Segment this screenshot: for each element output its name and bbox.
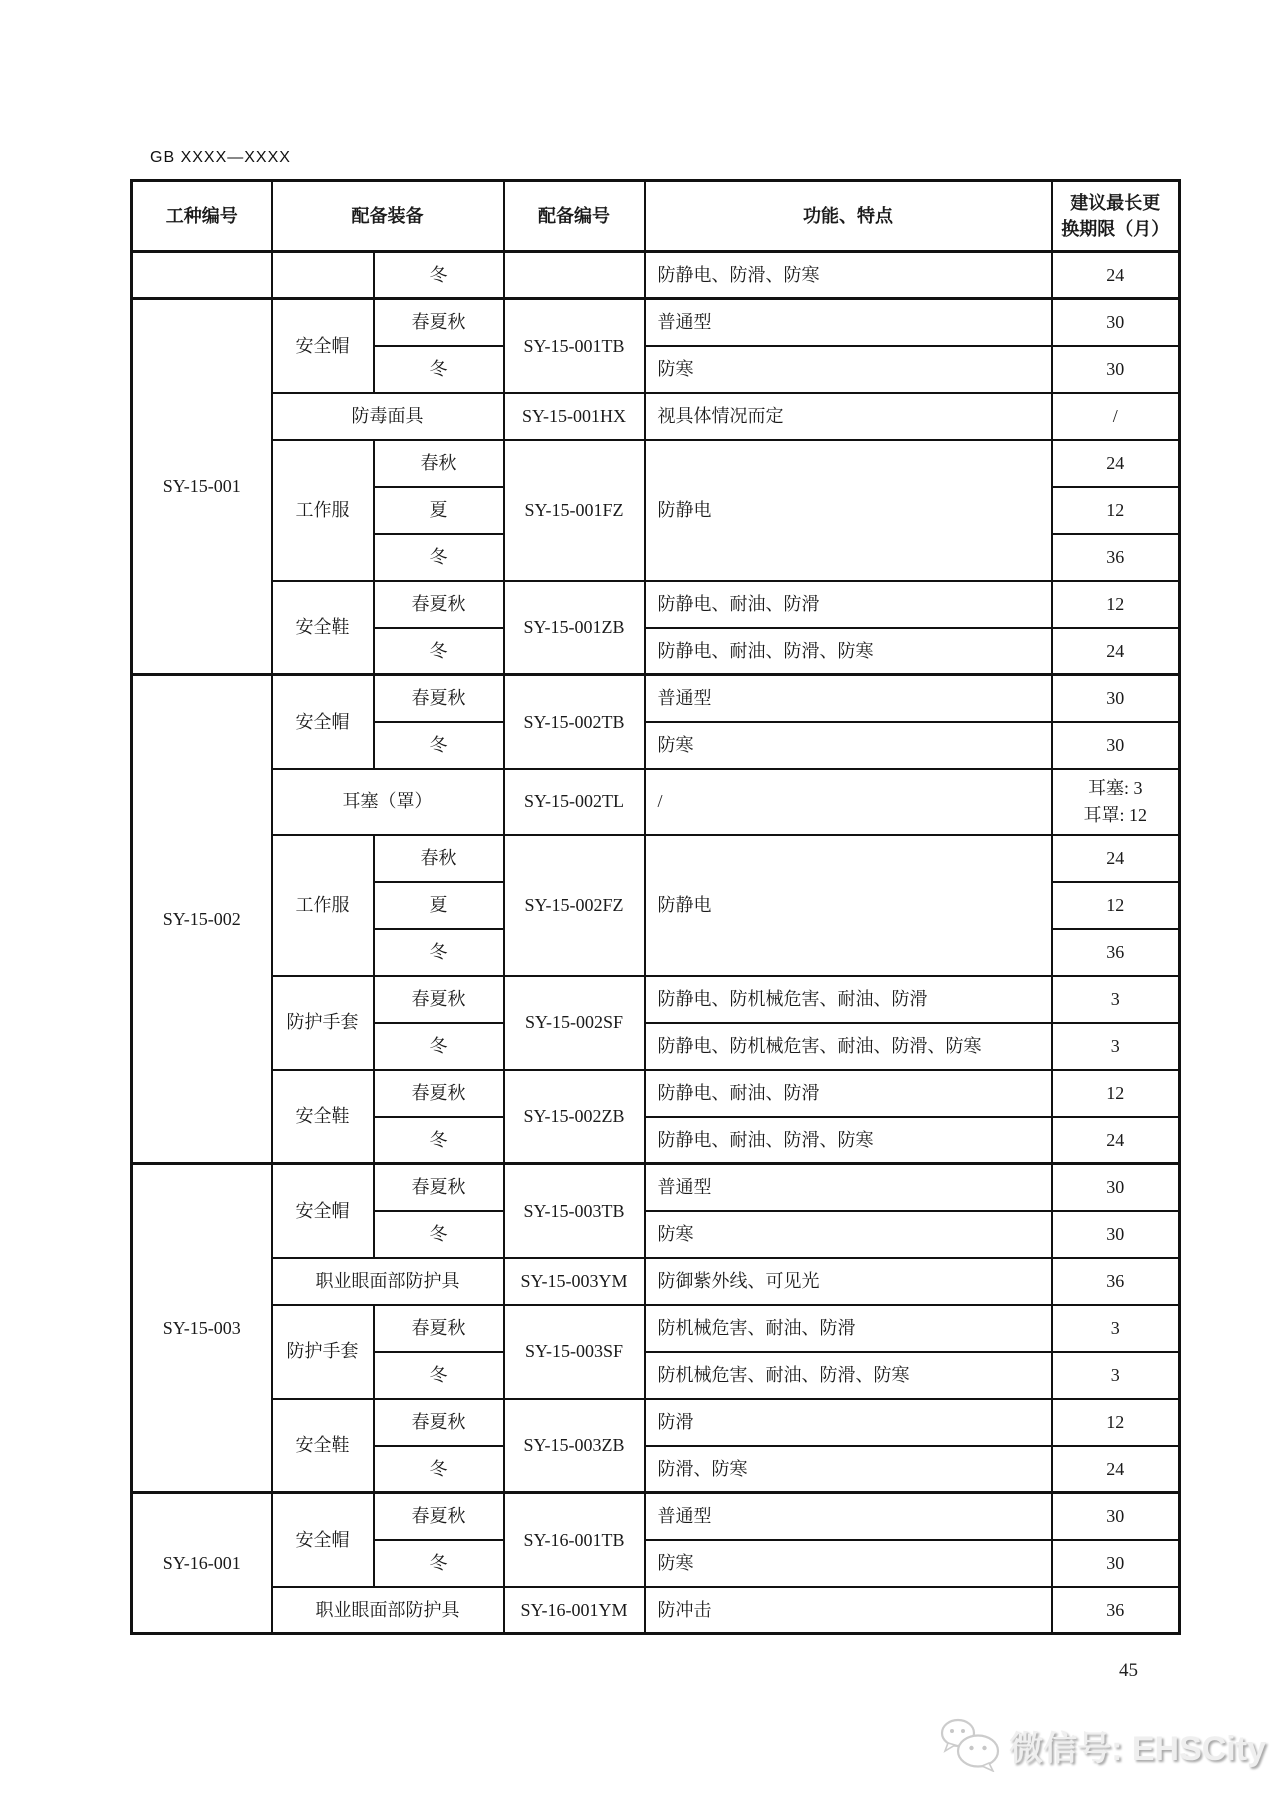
header-cell: 配备编号 — [504, 181, 645, 252]
table-cell: 安全帽 — [272, 1493, 374, 1587]
table-row — [132, 1164, 1180, 1211]
table-cell: 春夏秋 — [374, 299, 504, 346]
table-cell: 冬 — [374, 346, 504, 393]
table-cell: 工作服 — [272, 440, 374, 581]
table-cell: 冬 — [374, 722, 504, 769]
table-cell: SY-15-003ZB — [504, 1399, 645, 1493]
table-cell: 冬 — [374, 1446, 504, 1493]
table-cell: 防机械危害、耐油、防滑、防寒 — [645, 1352, 1052, 1399]
table-row — [132, 976, 1180, 1023]
header-cell: 功能、特点 — [645, 181, 1052, 252]
table-cell: SY-15-002TL — [504, 769, 645, 835]
table-cell: 防静电、耐油、防滑 — [645, 1070, 1052, 1117]
doc-code: GB XXXX—XXXX — [150, 149, 291, 166]
table-cell: SY-15-001HX — [504, 393, 645, 440]
table-row — [132, 1070, 1180, 1117]
table-cell: 冬 — [374, 252, 504, 299]
table-cell: SY-15-003 — [132, 1164, 272, 1493]
table-cell: SY-15-001TB — [504, 299, 645, 393]
table-cell: 冬 — [374, 628, 504, 675]
table-cell — [272, 252, 374, 299]
table-cell: 防静电 — [645, 440, 1052, 581]
table-cell: 防静电、防滑、防寒 — [645, 252, 1052, 299]
table-cell: 12 — [1052, 1399, 1180, 1446]
table-cell: 春夏秋 — [374, 1164, 504, 1211]
table-cell: / — [1052, 393, 1180, 440]
cell-line: 建议最长更 — [1070, 192, 1161, 213]
table-cell: 3 — [1052, 976, 1180, 1023]
table-cell: 36 — [1052, 1258, 1180, 1305]
table-cell: 冬 — [374, 1117, 504, 1164]
table-row — [132, 1399, 1180, 1446]
table-cell: 春夏秋 — [374, 1493, 504, 1540]
table-cell: SY-15-001ZB — [504, 581, 645, 675]
table-row — [132, 835, 1180, 882]
table-cell: 30 — [1052, 299, 1180, 346]
wechat-icon — [939, 1718, 1001, 1772]
table-cell: 防寒 — [645, 722, 1052, 769]
table-cell: SY-15-003TB — [504, 1164, 645, 1258]
table-cell: SY-15-002 — [132, 675, 272, 1164]
table-cell: 30 — [1052, 346, 1180, 393]
table-cell: 普通型 — [645, 1164, 1052, 1211]
table-cell: 安全帽 — [272, 1164, 374, 1258]
ppe-table — [130, 179, 1181, 1635]
table-cell: SY-15-002TB — [504, 675, 645, 769]
table-row — [132, 769, 1180, 835]
page-number: 45 — [1119, 1660, 1138, 1681]
table-cell: 夏 — [374, 487, 504, 534]
table-cell: 防寒 — [645, 346, 1052, 393]
table-row — [132, 1587, 1180, 1634]
table-cell: 耳塞（罩） — [272, 769, 504, 835]
table-cell: 24 — [1052, 440, 1180, 487]
cell-line: 耳罩: 12 — [1083, 804, 1147, 825]
header-cell: 工种编号 — [132, 181, 272, 252]
table-cell: 冬 — [374, 1352, 504, 1399]
table-cell: 30 — [1052, 675, 1180, 722]
table-cell: 3 — [1052, 1023, 1180, 1070]
table-cell: 24 — [1052, 1117, 1180, 1164]
table-cell: / — [645, 769, 1052, 835]
table-cell: 安全帽 — [272, 675, 374, 769]
table-cell: SY-15-003YM — [504, 1258, 645, 1305]
cell-line: 耳塞: 3 — [1087, 778, 1143, 799]
table-cell: 安全帽 — [272, 299, 374, 393]
table-cell: 防毒面具 — [272, 393, 504, 440]
table-cell: 职业眼面部防护具 — [272, 1258, 504, 1305]
table-cell: SY-16-001TB — [504, 1493, 645, 1587]
table-row — [132, 252, 1180, 299]
table-row — [132, 581, 1180, 628]
table-cell: 36 — [1052, 1587, 1180, 1634]
table-cell: 30 — [1052, 1493, 1180, 1540]
table-cell: 安全鞋 — [272, 1399, 374, 1493]
table-cell: 24 — [1052, 835, 1180, 882]
table-cell: 安全鞋 — [272, 1070, 374, 1164]
table-cell: 冬 — [374, 1023, 504, 1070]
table-row — [132, 393, 1180, 440]
table-cell: 24 — [1052, 252, 1180, 299]
table-cell: 36 — [1052, 929, 1180, 976]
table-cell: 24 — [1052, 628, 1180, 675]
table-row — [132, 1493, 1180, 1540]
table-cell: 春夏秋 — [374, 976, 504, 1023]
table-cell: 安全鞋 — [272, 581, 374, 675]
header-cell — [1052, 181, 1180, 252]
table-cell: 普通型 — [645, 299, 1052, 346]
table-cell: 防静电、防机械危害、耐油、防滑 — [645, 976, 1052, 1023]
table-cell: 30 — [1052, 1164, 1180, 1211]
table-cell: 夏 — [374, 882, 504, 929]
table-cell — [504, 252, 645, 299]
table-cell: 防寒 — [645, 1211, 1052, 1258]
table-cell — [1052, 769, 1180, 835]
table-cell: 防护手套 — [272, 976, 374, 1070]
table-cell: 工作服 — [272, 835, 374, 976]
table-row — [132, 299, 1180, 346]
table-cell: 防静电、防机械危害、耐油、防滑、防寒 — [645, 1023, 1052, 1070]
table-cell: 冬 — [374, 1211, 504, 1258]
table-cell: 防寒 — [645, 1540, 1052, 1587]
table-cell: 防滑 — [645, 1399, 1052, 1446]
table-cell: 30 — [1052, 1540, 1180, 1587]
table-cell: SY-15-002FZ — [504, 835, 645, 976]
table-cell: 春夏秋 — [374, 1070, 504, 1117]
table-cell: 12 — [1052, 487, 1180, 534]
table-cell: 冬 — [374, 1540, 504, 1587]
table-cell: SY-15-001FZ — [504, 440, 645, 581]
table-cell: 30 — [1052, 722, 1180, 769]
table-cell: 普通型 — [645, 675, 1052, 722]
table-row — [132, 440, 1180, 487]
table-cell: 36 — [1052, 534, 1180, 581]
table-cell: 24 — [1052, 1446, 1180, 1493]
table-cell: 防静电 — [645, 835, 1052, 976]
table-cell: SY-16-001YM — [504, 1587, 645, 1634]
table-cell: 视具体情况而定 — [645, 393, 1052, 440]
table-row — [132, 1258, 1180, 1305]
table-cell — [132, 252, 272, 299]
table-cell: 防静电、耐油、防滑、防寒 — [645, 628, 1052, 675]
table-cell: 30 — [1052, 1211, 1180, 1258]
table-header — [132, 181, 1180, 252]
table-cell: 防冲击 — [645, 1587, 1052, 1634]
watermark — [939, 1718, 1266, 1772]
cell-line: 换期限（月） — [1061, 219, 1170, 239]
table-cell: 春夏秋 — [374, 1399, 504, 1446]
table-cell: 春夏秋 — [374, 675, 504, 722]
table-cell: SY-15-001 — [132, 299, 272, 675]
table-cell: 冬 — [374, 929, 504, 976]
table-cell: 防机械危害、耐油、防滑 — [645, 1305, 1052, 1352]
watermark-text: 微信号: EHSCity — [1009, 1729, 1266, 1768]
table-cell: 普通型 — [645, 1493, 1052, 1540]
table-cell: 12 — [1052, 581, 1180, 628]
table-row — [132, 675, 1180, 722]
table-row — [132, 1305, 1180, 1352]
table-cell: 防静电、耐油、防滑 — [645, 581, 1052, 628]
table-cell: 12 — [1052, 1070, 1180, 1117]
table-cell: 春夏秋 — [374, 1305, 504, 1352]
header-row — [132, 181, 1180, 252]
table-cell: 3 — [1052, 1305, 1180, 1352]
table-cell: 春秋 — [374, 835, 504, 882]
table-cell: SY-16-001 — [132, 1493, 272, 1634]
table-cell: 防御紫外线、可见光 — [645, 1258, 1052, 1305]
table-body — [132, 252, 1180, 1634]
table-cell: 职业眼面部防护具 — [272, 1587, 504, 1634]
table-cell: 3 — [1052, 1352, 1180, 1399]
table-cell: SY-15-002ZB — [504, 1070, 645, 1164]
table-cell: 防滑、防寒 — [645, 1446, 1052, 1493]
table-cell: SY-15-002SF — [504, 976, 645, 1070]
header-cell: 配备装备 — [272, 181, 504, 252]
table-cell: 12 — [1052, 882, 1180, 929]
table-cell: SY-15-003SF — [504, 1305, 645, 1399]
table-cell: 春夏秋 — [374, 581, 504, 628]
table-cell: 防护手套 — [272, 1305, 374, 1399]
table-cell: 冬 — [374, 534, 504, 581]
table-cell: 防静电、耐油、防滑、防寒 — [645, 1117, 1052, 1164]
table-cell: 春秋 — [374, 440, 504, 487]
